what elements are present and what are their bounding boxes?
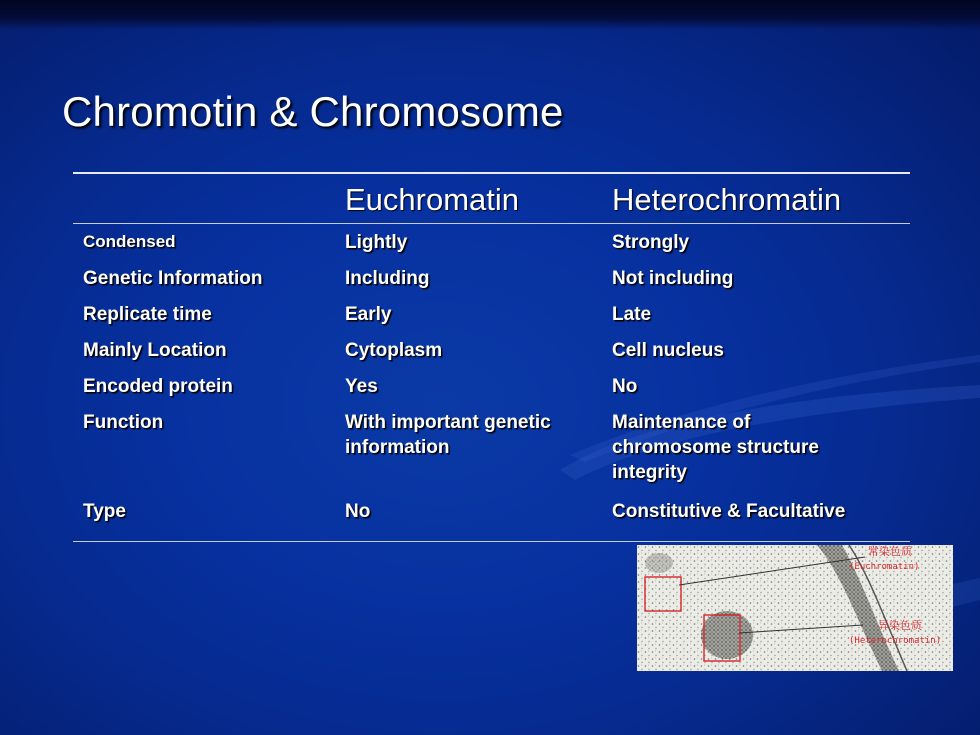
label-heterochromatin-en: (Heterochromatin) <box>849 636 942 646</box>
row-attribute: Condensed <box>83 232 176 251</box>
row-heterochromatin: Maintenance of chromosome structure integrity <box>612 412 819 483</box>
label-euchromatin-en: (Euchromatin) <box>849 562 920 572</box>
slide-title: Chromotin & Chromosome <box>62 88 564 135</box>
micrograph-drawing <box>637 545 953 671</box>
row-attribute: Function <box>83 412 164 433</box>
row-euchromatin: Cytoplasm <box>345 340 443 361</box>
row-euchromatin: Including <box>345 268 430 289</box>
chromatin-micrograph <box>637 545 953 671</box>
table-bottom-rule <box>73 541 910 542</box>
heterochromatin-clump <box>701 611 753 659</box>
label-heterochromatin-cn: 异染色质 <box>878 619 922 632</box>
row-heterochromatin: No <box>612 376 638 397</box>
row-euchromatin: With important genetic information <box>345 412 551 458</box>
row-attribute: Mainly Location <box>83 340 227 361</box>
row-heterochromatin: Constitutive & Facultative <box>612 501 846 522</box>
row-heterochromatin: Strongly <box>612 232 690 253</box>
header-rule <box>73 223 910 224</box>
row-heterochromatin: Late <box>612 304 652 325</box>
row-heterochromatin: Cell nucleus <box>612 340 724 361</box>
row-euchromatin: Lightly <box>345 232 408 253</box>
row-euchromatin: No <box>345 501 371 522</box>
row-heterochromatin: Not including <box>612 268 734 289</box>
small-clump <box>645 553 673 573</box>
top-dark-band <box>0 0 980 30</box>
row-attribute: Type <box>83 501 126 522</box>
table-top-rule <box>73 172 910 174</box>
row-attribute: Replicate time <box>83 304 212 325</box>
row-euchromatin: Early <box>345 304 392 325</box>
header-euchromatin: Euchromatin <box>345 182 520 217</box>
header-heterochromatin: Heterochromatin <box>612 182 842 217</box>
row-attribute: Encoded protein <box>83 376 233 397</box>
row-attribute: Genetic Information <box>83 268 263 289</box>
row-euchromatin: Yes <box>345 376 378 397</box>
label-euchromatin-cn: 常染色质 <box>868 545 912 558</box>
